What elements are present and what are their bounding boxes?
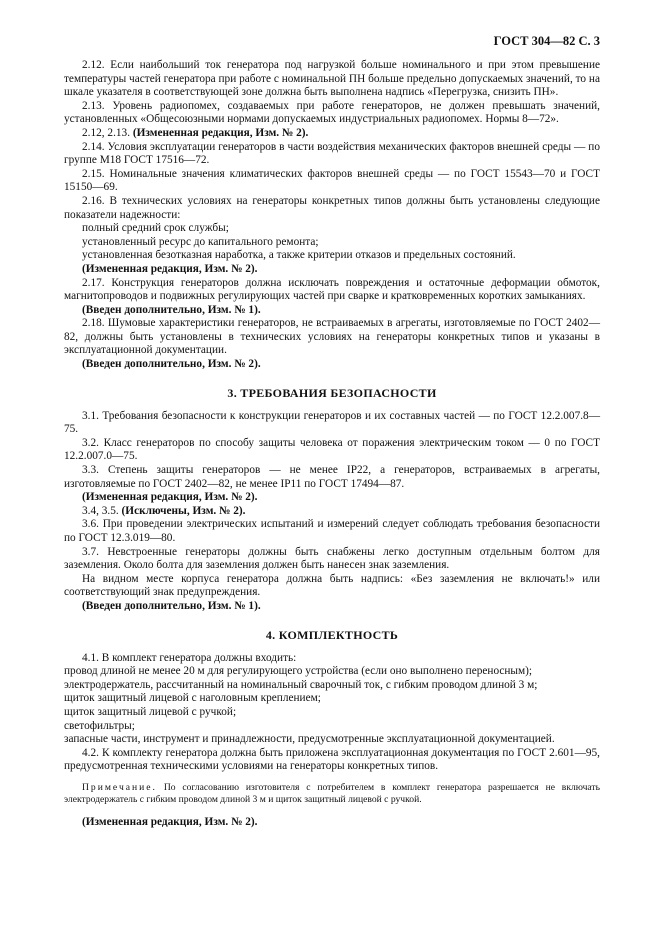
note-text: По согласованию изготовителя с потребителем в комплект генератора разрешается не включать электродержатель с гибким проводом длиной 3 м и щиток защитный лицевой с ручкой. <box>64 781 600 805</box>
document-page <box>64 34 600 830</box>
note <box>64 782 600 806</box>
edition-mark: (Измененная редакция, Изм. № 2). <box>82 815 258 828</box>
edition-mark: (Введен дополнительно, Изм. № 1). <box>82 303 261 316</box>
note-label: Примечание. <box>82 781 157 793</box>
edition-mark: (Измененная редакция, Изм. № 2). <box>132 126 309 139</box>
edition-note <box>64 505 600 519</box>
paragraph-2-12: 2.12. Если наибольший ток генератора под нагрузкой больше номинального и при этом превышение температуры частей генератора при работе с номинальной ПН больше предельно допускаемых значений, то на шкале указателя в соответствующей зоне должна быть выполнена надпись «Перегрузка, снизить ПН». <box>64 59 600 99</box>
kit-item: провод длиной не менее 20 м для регулирующего устройства (если оно выполнено переносным); <box>64 665 533 678</box>
edition-clauses: 2.12, 2.13. <box>82 126 131 139</box>
paragraph-2-17: 2.17. Конструкция генераторов должна исключать повреждения и остаточные деформации обмоток, магнитопроводов и подвижных регулирующих частей при сварке и кратковременных коротких замыканиях. <box>64 276 600 303</box>
kit-item: щиток защитный лицевой с ручкой; <box>64 705 237 718</box>
section-heading-4: 4. КОМПЛЕКТНОСТЬ <box>265 627 399 642</box>
paragraph-2-15: 2.15. Номинальные значения климатических факторов внешней среды — по ГОСТ 15543—70 и ГОСТ 15150—69. <box>64 167 600 194</box>
paragraph-3-7-cont: На видном месте корпуса генератора должна быть надпись: «Без заземления не включать!» или соответствующий знак предупреждения. <box>64 572 600 599</box>
paragraph-4-1: 4.1. В комплект генератора должны входить: <box>82 651 297 664</box>
edition-mark: (Введен дополнительно, Изм. № 2). <box>82 358 261 371</box>
paragraph-3-2: 3.2. Класс генераторов по способу защиты человека от поражения электрическим током — 0 по ГОСТ 12.2.007.0—75. <box>64 436 600 463</box>
section-heading-3: 3. ТРЕБОВАНИЯ БЕЗОПАСНОСТИ <box>227 385 437 400</box>
kit-item: щиток защитный лицевой с наголовным креплением; <box>64 692 321 705</box>
paragraph-2-16: 2.16. В технических условиях на генераторы конкретных типов должны быть установлены следующие показатели надежности: <box>64 194 600 221</box>
reliability-item: установленная безотказная наработка, а также критерии отказов и предельных состояний. <box>82 249 516 262</box>
paragraph-4-2: 4.2. К комплекту генератора должна быть приложена эксплуатационная документация по ГОСТ 2.601—95, предусмотренная техническими условиями на генераторы конкретных типов. <box>64 746 600 773</box>
page-header: ГОСТ 304—82 С. 3 <box>493 34 600 48</box>
edition-mark: (Измененная редакция, Изм. № 2). <box>82 262 258 275</box>
paragraph-3-7: 3.7. Невстроенные генераторы должны быть снабжены легко доступным отдельным болтом для заземления. Около болта для заземления должен быть нанесен знак заземления. <box>64 545 600 572</box>
paragraph-3-1: 3.1. Требования безопасности к конструкции генераторов и их составных частей — по ГОСТ 12.2.007.8—75. <box>64 409 600 436</box>
reliability-item: полный средний срок службы; <box>82 222 229 235</box>
edition-note <box>64 127 600 141</box>
kit-item: запасные части, инструмент и принадлежности, предусмотренные эксплуатационной документацией. <box>64 733 555 746</box>
kit-item: электродержатель, рассчитанный на номинальный сварочный ток, с гибким проводом длиной 3 м; <box>64 678 538 691</box>
paragraph-3-6: 3.6. При проведении электрических испытаний и измерений следует соблюдать требования безопасности по ГОСТ 12.3.019—80. <box>64 518 600 544</box>
reliability-item: установленный ресурс до капитального ремонта; <box>82 235 319 248</box>
edition-mark: (Измененная редакция, Изм. № 2). <box>82 491 258 504</box>
kit-item: светофильтры; <box>64 719 135 732</box>
edition-mark: (Введен дополнительно, Изм. № 1). <box>82 599 261 612</box>
paragraph-2-13: 2.13. Уровень радиопомех, создаваемых при работе генераторов, не должен превышать значений, установленных «Общесоюзными нормами допускаемых индустриальных радиопомех. Нормы 8—72». <box>64 99 600 126</box>
edition-mark: (Исключены, Изм. № 2). <box>121 504 246 517</box>
paragraph-2-18: 2.18. Шумовые характеристики генераторов, не встраиваемых в агрегаты, изготовляемые по ГОСТ 2402—82, должны быть установлены в технических условиях на генераторы конкретных типов и указаны в эксплуатационной документации. <box>64 317 600 357</box>
paragraph-3-3: 3.3. Степень защиты генераторов — не менее IP22, а генераторов, встраиваемых в агрегаты, изготовляемые по ГОСТ 2402—82, не менее IP11 по ГОСТ 17494—87. <box>64 464 600 490</box>
edition-clauses: 3.4, 3.5. <box>82 504 119 517</box>
paragraph-2-14: 2.14. Условия эксплуатации генераторов в части воздействия механических факторов внешней среды — по группе М18 ГОСТ 17516—72. <box>64 140 600 167</box>
